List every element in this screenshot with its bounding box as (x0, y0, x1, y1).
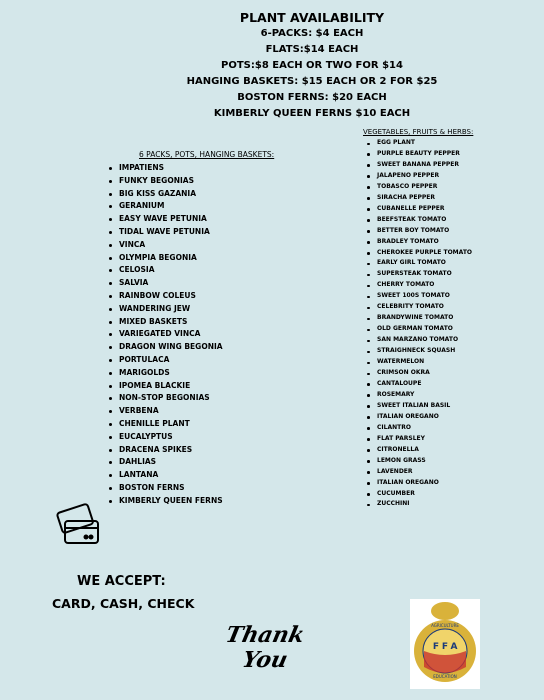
list-item: SALVIA (107, 277, 274, 290)
list-item: EGG PLANT (363, 138, 473, 149)
list-item: BRADLEY TOMATO (363, 237, 473, 248)
thank-you-line2: You (240, 647, 290, 673)
list-item: PURPLE BEAUTY PEPPER (363, 149, 473, 160)
list-item: TIDAL WAVE PETUNIA (107, 226, 274, 239)
list-item: CELEBRITY TOMATO (363, 302, 473, 313)
flowers-items (107, 162, 274, 508)
payment-info (52, 572, 194, 616)
thank-you-line1: Thank (223, 622, 307, 648)
list-item: LEMON GRASS (363, 456, 473, 467)
list-item: IMPATIENS (107, 162, 274, 175)
list-item: WANDERING JEW (107, 303, 274, 316)
list-item: CUBANELLE PEPPER (363, 204, 473, 215)
price-line-boston-ferns: BOSTON FERNS: $20 EACH (237, 92, 387, 103)
list-item: EUCALYPTUS (107, 431, 274, 444)
emblem-letter-a: A (450, 642, 458, 652)
list-item: CHENILLE PLANT (107, 418, 274, 431)
list-item: EARLY GIRL TOMATO (363, 258, 473, 269)
list-item: VINCA (107, 239, 274, 252)
list-item: SWEET BANANA PEPPER (363, 160, 473, 171)
vegetables-list (363, 128, 473, 510)
list-item: PORTULACA (107, 354, 274, 367)
list-item: VERBENA (107, 405, 274, 418)
list-item: LANTANA (107, 469, 274, 482)
credit-cards-icon (56, 502, 104, 550)
list-item: SWEET 100S TOMATO (363, 291, 473, 302)
list-item: IPOMEA BLACKIE (107, 380, 274, 393)
page-title: PLANT AVAILABILITY (239, 10, 385, 25)
list-item: SAN MARZANO TOMATO (363, 335, 473, 346)
price-line-pots: POTS:$8 EACH OR TWO FOR $14 (221, 60, 403, 71)
list-item: FLAT PARSLEY (363, 434, 473, 445)
list-item: CILANTRO (363, 423, 473, 434)
list-item: EASY WAVE PETUNIA (107, 213, 274, 226)
list-item: BETTER BOY TOMATO (363, 226, 473, 237)
list-item: MIXED BASKETS (107, 316, 274, 329)
vegetables-items (363, 138, 473, 510)
list-item: BRANDYWINE TOMATO (363, 313, 473, 324)
list-item: DRAGON WING BEGONIA (107, 341, 274, 354)
list-item: ITALIAN OREGANO (363, 478, 473, 489)
list-item: DAHLIAS (107, 456, 274, 469)
list-item: CHEROKEE PURPLE TOMATO (363, 248, 473, 259)
price-line-hanging-baskets: HANGING BASKETS: $15 EACH OR 2 FOR $25 (186, 76, 438, 87)
list-item: ROSEMARY (363, 390, 473, 401)
list-item: CRIMSON OKRA (363, 368, 473, 379)
flowers-list-heading: 6 PACKS, POTS, HANGING BASKETS: (139, 150, 275, 159)
list-item: LAVENDER (363, 467, 473, 478)
list-item: JALAPENO PEPPER (363, 171, 473, 182)
list-item: CITRONELLA (363, 445, 473, 456)
list-item: DRACENA SPIKES (107, 444, 274, 457)
emblem-letter-f1: F (432, 642, 440, 652)
list-item: GERANIUM (107, 200, 274, 213)
list-item: CHERRY TOMATO (363, 280, 473, 291)
list-item: SUPERSTEAK TOMATO (363, 269, 473, 280)
list-item: WATERMELON (363, 357, 473, 368)
list-item: SIRACHA PEPPER (363, 193, 473, 204)
list-item: CELOSIA (107, 264, 274, 277)
list-item: BIG KISS GAZANIA (107, 188, 274, 201)
emblem-ring-top: AGRICULTURE (431, 623, 459, 628)
list-item: FUNKY BEGONIAS (107, 175, 274, 188)
price-line-flats: FLATS:$14 EACH (265, 44, 359, 55)
list-item: OLYMPIA BEGONIA (107, 252, 274, 265)
list-item: SWEET ITALIAN BASIL (363, 401, 473, 412)
price-line-kimberly-queen-ferns: KIMBERLY QUEEN FERNS $10 EACH (213, 108, 411, 119)
payment-label: WE ACCEPT: (77, 574, 166, 589)
list-item: KIMBERLY QUEEN FERNS (107, 495, 274, 508)
eagle-icon (431, 602, 459, 620)
list-item: BOSTON FERNS (107, 482, 274, 495)
list-item: MARIGOLDS (107, 367, 274, 380)
list-item: NON-STOP BEGONIAS (107, 392, 274, 405)
ffa-emblem-icon (410, 599, 480, 689)
list-item: STRAIGHNECK SQUASH (363, 346, 473, 357)
list-item: RAINBOW COLEUS (107, 290, 274, 303)
list-item: ITALIAN OREGANO (363, 412, 473, 423)
list-item: CANTALOUPE (363, 379, 473, 390)
header (0, 9, 544, 122)
price-line-6packs: 6-PACKS: $4 EACH (260, 28, 364, 39)
flowers-list (107, 150, 274, 508)
list-item: CUCUMBER (363, 489, 473, 500)
emblem-letter-f2: F (441, 642, 449, 652)
list-item: BEEFSTEAK TOMATO (363, 215, 473, 226)
vegetables-list-heading: VEGETABLES, FRUITS & HERBS: (363, 128, 474, 136)
list-item: ZUCCHINI (363, 499, 473, 510)
thank-you-text (220, 622, 310, 672)
emblem-ring-bottom: EDUCATION (433, 674, 457, 679)
payment-methods: CARD, CASH, CHECK (52, 596, 195, 611)
list-item: VARIEGATED VINCA (107, 328, 274, 341)
list-item: OLD GERMAN TOMATO (363, 324, 473, 335)
list-item: TOBASCO PEPPER (363, 182, 473, 193)
